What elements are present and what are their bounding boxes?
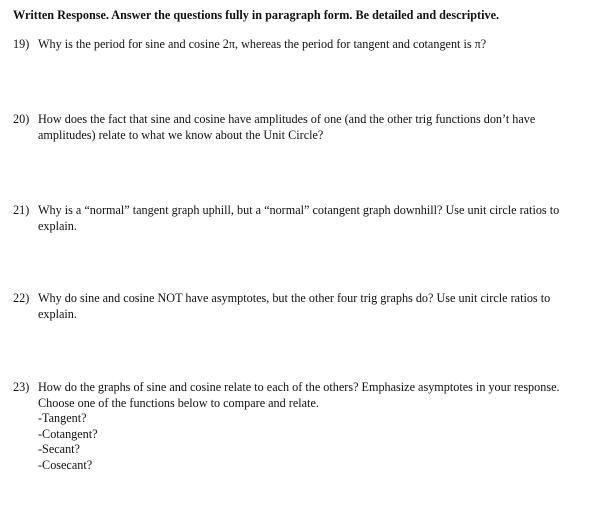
option-tangent: -Tangent? <box>38 411 87 425</box>
question-text-continued: explain. <box>38 218 77 233</box>
option-cosecant: -Cosecant? <box>38 457 93 472</box>
question-text-continued: amplitudes) relate to what we know about the Unit Circle? <box>38 127 324 142</box>
question-number: 21) <box>13 203 30 217</box>
question-text: Why do sine and cosine NOT have asymptotes, but the other four trig graphs do? Use unit circle ratios to <box>38 291 551 305</box>
question-text: Why is a “normal” tangent graph uphill, but a “normal” cotangent graph downhill? Use unit circle ratios to <box>38 203 560 217</box>
question-23 <box>13 380 598 473</box>
question-22 <box>13 291 598 322</box>
question-text: How do the graphs of sine and cosine relate to each of the others? Emphasize asymptotes in your response. <box>38 380 560 394</box>
option-secant: -Secant? <box>38 442 80 456</box>
option-cotangent: -Cotangent? <box>38 426 98 441</box>
question-number: 22) <box>13 291 30 305</box>
question-text-continued: Choose one of the functions below to compare and relate. <box>38 395 319 410</box>
question-text: How does the fact that sine and cosine have amplitudes of one (and the other trig functions don’t have <box>38 112 536 126</box>
question-number: 23) <box>13 380 30 394</box>
question-19 <box>13 37 598 53</box>
question-number: 19) <box>13 37 30 51</box>
question-20 <box>13 112 598 143</box>
question-text: Why is the period for sine and cosine 2π, whereas the period for tangent and cotangent is π? <box>38 37 487 51</box>
question-text-continued: explain. <box>38 306 77 321</box>
question-21 <box>13 203 598 234</box>
page-heading: Written Response. Answer the questions fully in paragraph form. Be detailed and descriptive. <box>13 8 500 22</box>
function-options-list <box>13 411 598 473</box>
question-number: 20) <box>13 112 30 126</box>
